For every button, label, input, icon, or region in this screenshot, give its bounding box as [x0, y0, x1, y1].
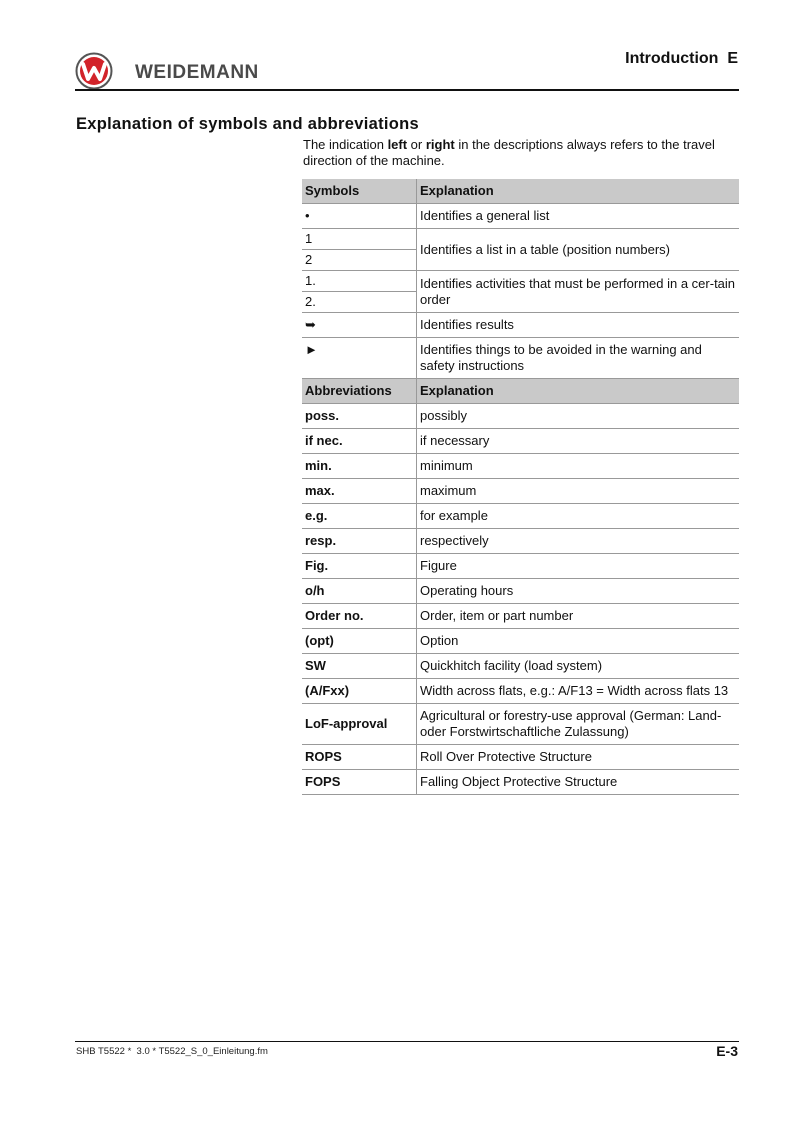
- abbreviation: FOPS: [302, 770, 417, 795]
- abbreviation-explanation: Roll Over Protective Structure: [417, 745, 740, 770]
- abbreviation: if nec.: [302, 429, 417, 454]
- abbreviation: o/h: [302, 579, 417, 604]
- abbreviation: Order no.: [302, 604, 417, 629]
- symbol-explanation: Identifies a list in a table (position numbers): [417, 229, 740, 271]
- column-header-symbols: Symbols: [302, 179, 417, 204]
- symbol-explanation: Identifies a general list: [417, 204, 740, 229]
- table-row: [302, 454, 739, 479]
- abbreviation-explanation: Quickhitch facility (load system): [417, 654, 740, 679]
- table-row: [302, 529, 739, 554]
- table-row: [302, 745, 739, 770]
- abbreviation: Fig.: [302, 554, 417, 579]
- abbreviation: resp.: [302, 529, 417, 554]
- column-header-abbreviations: Abbreviations: [302, 379, 417, 404]
- abbreviation-explanation: possibly: [417, 404, 740, 429]
- symbol-explanation: Identifies activities that must be performed in a cer-tain order: [417, 271, 740, 313]
- intro-text: in the descriptions always refers to the travel direction of the machine.: [303, 137, 715, 168]
- table-row: [302, 579, 739, 604]
- intro-text: or: [407, 137, 426, 152]
- abbreviation-explanation: maximum: [417, 479, 740, 504]
- chapter-title: Introduction E: [625, 50, 738, 67]
- table-row: [302, 554, 739, 579]
- page-number: E-3: [716, 1043, 738, 1059]
- page-header: [0, 0, 794, 92]
- symbol-explanation: Identifies things to be avoided in the warning and safety instructions: [417, 338, 740, 379]
- abbreviation-explanation: Falling Object Protective Structure: [417, 770, 740, 795]
- abbreviation-explanation: for example: [417, 504, 740, 529]
- table-row: [302, 204, 739, 229]
- symbol-number-1: 1: [302, 229, 417, 250]
- intro-text: The indication: [303, 137, 388, 152]
- abbreviation: min.: [302, 454, 417, 479]
- abbreviation: (opt): [302, 629, 417, 654]
- table-row: [302, 479, 739, 504]
- footer-divider: [75, 1041, 739, 1042]
- logo-text: WEIDEMANN: [135, 62, 259, 83]
- table-row: [302, 629, 739, 654]
- warning-triangle-icon: ►: [302, 338, 417, 379]
- table-row: [302, 654, 739, 679]
- intro-right-keyword: right: [425, 137, 455, 152]
- result-arrow-icon: ➥: [302, 313, 417, 338]
- document-reference: SHB T5522 * 3.0 * T5522_S_0_Einleitung.fm: [76, 1046, 268, 1057]
- table-row: [302, 704, 739, 745]
- abbreviation-explanation: Option: [417, 629, 740, 654]
- abbreviations-header-row: [302, 379, 739, 404]
- symbol-step-2: 2.: [302, 292, 417, 313]
- abbreviation: (A/Fxx): [302, 679, 417, 704]
- table-row: [302, 313, 739, 338]
- intro-left-keyword: left: [387, 137, 408, 152]
- abbreviation: SW: [302, 654, 417, 679]
- abbreviation-explanation: Operating hours: [417, 579, 740, 604]
- abbreviation: poss.: [302, 404, 417, 429]
- column-header-explanation: Explanation: [417, 379, 740, 404]
- symbol-explanation: Identifies results: [417, 313, 740, 338]
- table-row: [302, 770, 739, 795]
- symbol-bullet: •: [302, 204, 417, 229]
- symbols-abbreviations-table: [302, 179, 739, 795]
- table-row: [302, 679, 739, 704]
- abbreviation: e.g.: [302, 504, 417, 529]
- table-row: [302, 229, 739, 250]
- intro-paragraph: [303, 137, 733, 169]
- abbreviation-explanation: Width across flats, e.g.: A/F13 = Width across flats 13: [417, 679, 740, 704]
- weidemann-logo-icon: [75, 52, 113, 90]
- table-row: [302, 338, 739, 379]
- abbreviation: max.: [302, 479, 417, 504]
- abbreviation: LoF-approval: [302, 704, 417, 745]
- table-row: [302, 604, 739, 629]
- symbol-step-1: 1.: [302, 271, 417, 292]
- abbreviation-explanation: respectively: [417, 529, 740, 554]
- abbreviation-explanation: Agricultural or forestry-use approval (German: Land-oder Forstwirtschaftliche Zulassung): [417, 704, 740, 745]
- table-row: [302, 504, 739, 529]
- abbreviation-explanation: if necessary: [417, 429, 740, 454]
- abbreviation-explanation: minimum: [417, 454, 740, 479]
- section-title: Explanation of symbols and abbreviations: [76, 115, 419, 133]
- column-header-explanation: Explanation: [417, 179, 740, 204]
- abbreviation-explanation: Order, item or part number: [417, 604, 740, 629]
- abbreviation-explanation: Figure: [417, 554, 740, 579]
- header-divider: [75, 89, 739, 91]
- symbol-number-2: 2: [302, 250, 417, 271]
- symbols-header-row: [302, 179, 739, 204]
- abbreviation: ROPS: [302, 745, 417, 770]
- table-row: [302, 429, 739, 454]
- table-row: [302, 404, 739, 429]
- table-row: [302, 271, 739, 292]
